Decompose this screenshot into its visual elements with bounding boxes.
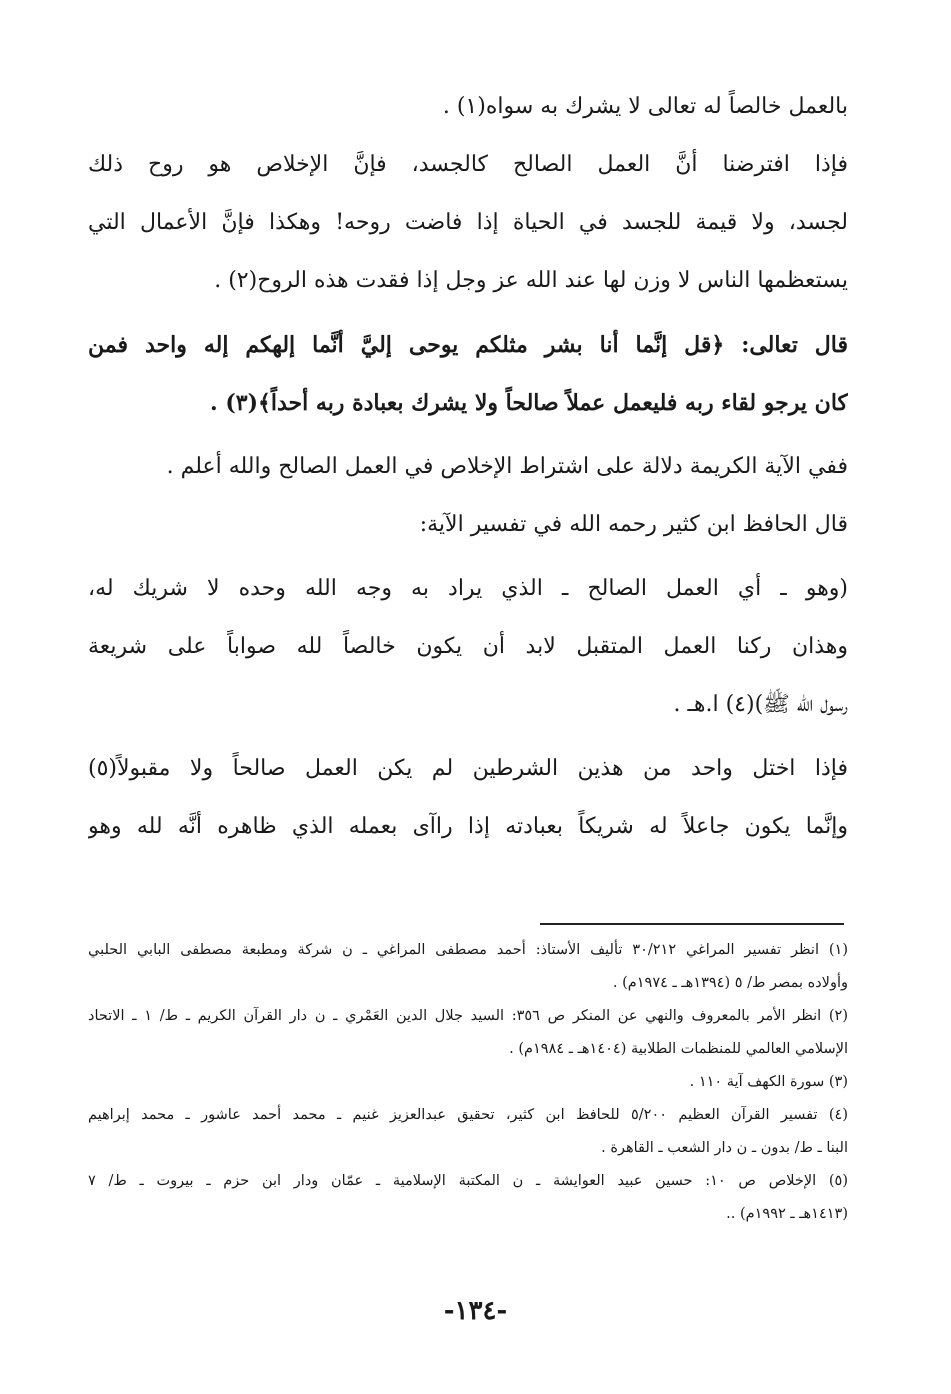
page-number: -١٣٤- bbox=[443, 1296, 508, 1326]
body-line: فإذا افترضنا أنَّ العمل الصالح كالجسد، فإنَّ الإخلاص هو روح ذلك bbox=[88, 152, 848, 177]
body-line: يستعظمها الناس لا وزن لها عند الله عز وجل إذا فقدت هذه الروح(٢) . bbox=[214, 268, 848, 293]
body-line: لجسد، ولا قيمة للجسد في الحياة إذا فاضت روحه! وهكذا فإنَّ الأعمال التي bbox=[88, 210, 848, 235]
body-line: بالعمل خالصاً له تعالى لا يشرك به سواه(١) . bbox=[442, 94, 848, 119]
body-line: قال الحافظ ابن كثير رحمه الله في تفسير الآية: bbox=[419, 512, 848, 537]
footnote-line: الإسلامي العالمي للمنظمات الطلابية (١٤٠٤هـ ـ ١٩٨٤م) . bbox=[509, 1041, 848, 1057]
footnote-line: وأولاده بمصر ط/ ٥ (١٣٩٤هـ ـ ١٩٧٤م) . bbox=[612, 975, 848, 991]
footnote-line: (٢) انظر الأمر بالمعروف والنهي عن المنكر ص ٣٥٦: السيد جلال الدين العَمْري ـ ن دار القرآن الكريم ـ ط/ ١ ـ الاتحاد bbox=[88, 1008, 848, 1024]
quran-verse-line: كان يرجو لقاء ربه فليعمل عملاً صالحاً ولا يشرك بعبادة ربه أحداً﴾(٣) . bbox=[210, 390, 848, 416]
quote-line: (وهو ـ أي العمل الصالح ـ الذي يراد به وجه الله وحده لا شريك له، bbox=[88, 576, 848, 601]
footnote-line: (٤) تفسير القرآن العظيم ٥/٢٠٠ للحافظ ابن كثير، تحقيق عبدالعزيز غنيم ـ محمد أحمد عاشور ـ محمد إبراهيم bbox=[88, 1107, 848, 1123]
body-line: وإنَّما يكون جاعلاً له شريكاً بعبادته إذا راآى بعمله الذي ظاهره أنَّه لله وهو bbox=[88, 814, 848, 839]
main-text bbox=[88, 78, 848, 856]
footnote-line: (٥) الإخلاص ص ١٠: حسين عبيد العوايشة ـ ن المكتبة الإسلامية ـ عمّان ودار ابن حزم ـ بيروت ـ ط/ ٧ bbox=[88, 1173, 848, 1189]
footnote-line: (٣) سورة الكهف آية ١١٠ . bbox=[689, 1074, 848, 1090]
footnote-line: البنا ـ ط/ بدون ـ ن دار الشعب ـ القاهرة . bbox=[601, 1140, 848, 1156]
body-line: ففي الآية الكريمة دلالة على اشتراط الإخلاص في العمل الصالح والله أعلم . bbox=[166, 454, 848, 479]
footnote-line: (١) انظر تفسير المراغي ٣٠/٢١٢ تأليف الأستاذ: أحمد مصطفى المراغي ـ ن شركة ومطبعة مصطفى البابي الحلبي bbox=[88, 942, 848, 958]
quote-line: وهذان ركنا العمل المتقبل لابد أن يكون خالصاً لله صواباً على شريعة bbox=[88, 634, 848, 659]
footnote-line: (١٤١٣هـ ـ ١٩٩٢م) .. bbox=[726, 1206, 848, 1222]
footnotes bbox=[88, 934, 848, 1231]
footnote-separator bbox=[540, 923, 844, 925]
quote-line: رسول الله ﷺ)(٤) ا.هـ . bbox=[673, 692, 848, 717]
body-line: فإذا اختل واحد من هذين الشرطين لم يكن العمل صالحاً ولا مقبولاً(٥) bbox=[88, 756, 848, 781]
quran-verse-line: قال تعالى: ﴿قل إنَّما أنا بشر مثلكم يوحى إليَّ أنَّما إلهكم إله واحد فمن bbox=[88, 332, 848, 358]
